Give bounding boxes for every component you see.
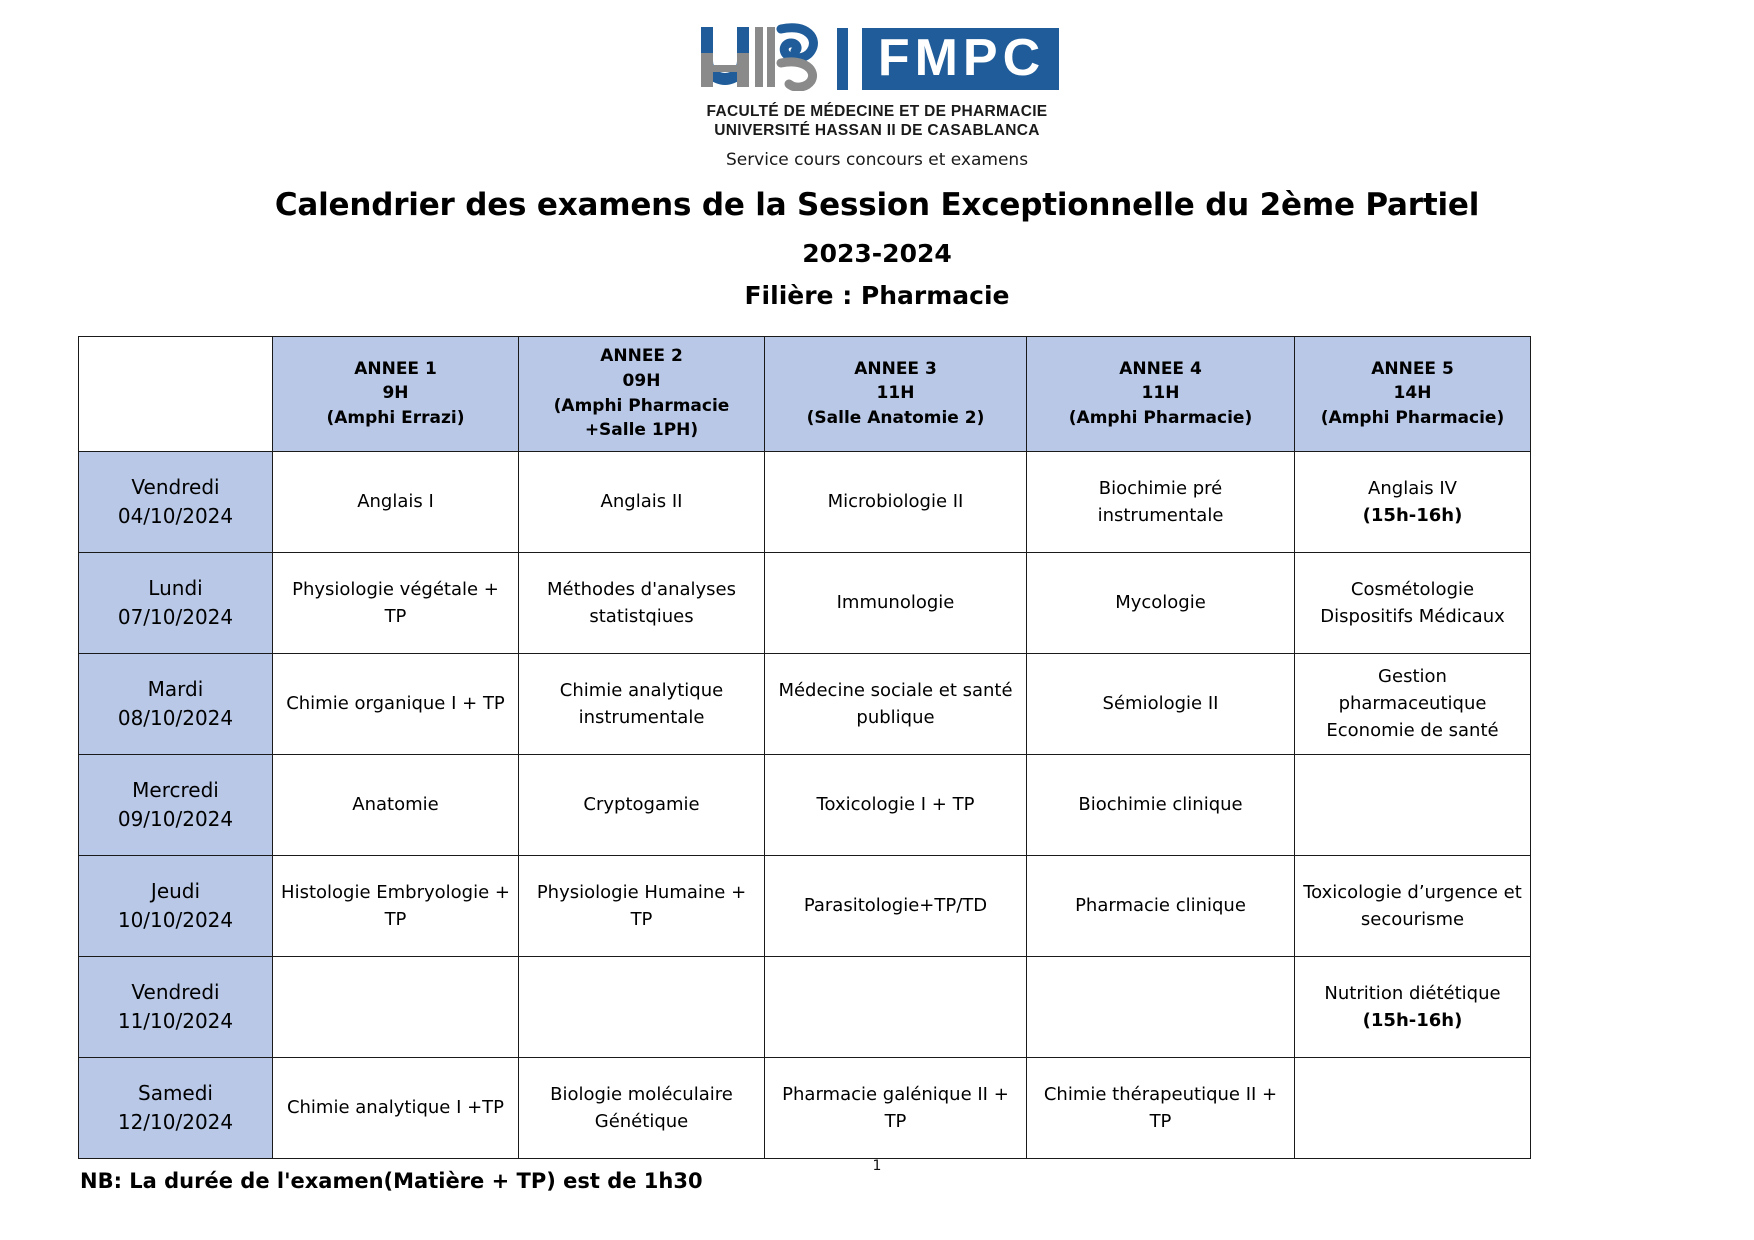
date-value: 12/10/2024 [117,1109,234,1134]
faculty-name-line2: UNIVERSITÉ HASSAN II DE CASABLANCA [714,122,1040,140]
exam-subject: Mycologie [1115,592,1206,614]
fmpc-wordmark: FMPC [862,28,1059,90]
row-date-cell [79,1057,273,1158]
exam-cell [1295,1057,1531,1158]
date-value: 11/10/2024 [117,1008,234,1033]
year-room: (Amphi Pharmacie) [1068,408,1253,429]
date-value: 10/10/2024 [117,907,234,932]
exam-cell [1027,552,1295,653]
exam-cell [273,1057,519,1158]
exam-subject: Dispositifs Médicaux [1320,605,1505,627]
schedule-table-container [0,336,1754,1159]
table-header-row [79,336,1531,451]
column-header-annee-3 [765,336,1027,451]
uh2-logo-icon [695,23,823,95]
day-name: Vendredi [131,474,220,499]
year-label: ANNEE 4 [1119,358,1202,379]
exam-subject: Parasitologie+TP/TD [803,895,988,917]
exam-cell [273,855,519,956]
year-room: (Amphi Errazi) [326,408,465,429]
year-label: ANNEE 1 [354,358,437,379]
exam-subject: Anglais II [600,491,683,513]
faculty-name-line1: FACULTÉ DE MÉDECINE ET DE PHARMACIE [706,103,1048,120]
day-name: Vendredi [131,979,220,1004]
column-header-annee-2 [519,336,765,451]
page-title: Calendrier des examens de la Session Exceptionnelle du 2ème Partiel [274,186,1480,223]
year-label: ANNEE 3 [854,358,937,379]
year-label: ANNEE 2 [600,346,683,367]
academic-year: 2023-2024 [802,238,952,268]
table-corner-cell [79,336,273,451]
page-number: 1 [872,1158,882,1174]
exam-cell [765,754,1027,855]
exam-cell [519,451,765,552]
exam-subject: Immunologie [836,592,955,614]
program-name: Filière : Pharmacie [744,280,1010,310]
exam-cell [1027,653,1295,754]
exam-cell [1295,451,1531,552]
date-value: 08/10/2024 [117,705,234,730]
exam-subject: Chimie organique I + TP [286,693,505,715]
exam-cell [765,552,1027,653]
institution-logo [0,22,1754,96]
column-header-annee-1 [273,336,519,451]
exam-cell [1295,552,1531,653]
year-room: (Amphi Pharmacie) [1320,408,1505,429]
exam-subject: Economie de santé [1326,720,1499,742]
exam-cell [273,653,519,754]
year-time: 09H [622,371,661,392]
exam-cell [1295,653,1531,754]
exam-subject: Anatomie [352,794,439,816]
exam-cell [519,552,765,653]
exam-subject: Toxicologie I + TP [816,794,975,816]
exam-subject: Gestion pharmaceutique [1338,666,1487,715]
exam-cell [765,653,1027,754]
document-header [0,0,1754,170]
column-header-annee-5 [1295,336,1531,451]
exam-subject: Pharmacie galénique II + TP [782,1083,1009,1132]
year-time: 11H [876,383,915,404]
row-date-cell [79,855,273,956]
exam-subject: Chimie thérapeutique II + TP [1043,1083,1278,1132]
exam-subject: Cryptogamie [583,794,700,816]
exam-cell [765,451,1027,552]
year-label: ANNEE 5 [1371,358,1454,379]
duration-note: NB: La durée de l'examen(Matière + TP) est de 1h30 [80,1168,703,1193]
exam-schedule-table [78,336,1531,1159]
exam-subject: Toxicologie d’urgence et secourisme [1303,881,1522,930]
exam-subject: Biologie moléculaire Génétique [550,1083,733,1132]
table-row [79,451,1531,552]
exam-cell [273,956,519,1057]
exam-subject: Médecine sociale et santé publique [778,679,1013,728]
exam-cell [1027,956,1295,1057]
table-row [79,653,1531,754]
exam-subject: Nutrition diététique [1324,982,1501,1004]
table-row [79,1057,1531,1158]
column-header-annee-4 [1027,336,1295,451]
date-value: 07/10/2024 [117,604,234,629]
exam-subject: Physiologie végétale + TP [292,578,499,627]
row-date-cell [79,451,273,552]
exam-cell [1027,1057,1295,1158]
service-line: Service cours concours et examens [725,149,1029,170]
exam-cell [1027,855,1295,956]
table-row [79,552,1531,653]
exam-cell [273,552,519,653]
day-name: Samedi [138,1080,213,1105]
exam-cell [519,1057,765,1158]
row-date-cell [79,552,273,653]
logo-divider-bar [837,28,848,90]
exam-cell [273,451,519,552]
day-name: Jeudi [150,878,201,903]
day-name: Mardi [147,676,204,701]
exam-cell [765,855,1027,956]
row-date-cell [79,754,273,855]
exam-cell [1295,855,1531,956]
exam-subject: Histologie Embryologie + TP [281,881,510,930]
row-date-cell [79,653,273,754]
exam-cell [1295,956,1531,1057]
exam-cell [1027,451,1295,552]
year-time: 9H [382,383,409,404]
schedule-table-body [79,451,1531,1158]
exam-time-note: (15h-16h) [1362,1009,1463,1031]
exam-cell [519,855,765,956]
year-room: (Amphi Pharmacie +Salle 1PH) [553,395,730,441]
exam-subject: Biochimie clinique [1078,794,1243,816]
exam-subject: Microbiologie II [827,491,964,513]
exam-cell [765,956,1027,1057]
exam-subject: Physiologie Humaine + TP [536,881,747,930]
exam-cell [519,754,765,855]
exam-subject: Pharmacie clinique [1075,895,1246,917]
exam-cell [519,653,765,754]
date-value: 04/10/2024 [117,503,234,528]
exam-cell [273,754,519,855]
exam-subject: Biochimie pré instrumentale [1097,477,1224,526]
exam-cell [519,956,765,1057]
exam-subject: Chimie analytique I +TP [286,1097,505,1119]
date-value: 09/10/2024 [117,806,234,831]
day-name: Lundi [148,575,203,600]
year-time: 14H [1393,383,1432,404]
table-row [79,754,1531,855]
exam-time-note: (15h-16h) [1362,504,1463,526]
exam-cell [765,1057,1027,1158]
exam-subject: Méthodes d'analyses statistqiues [546,578,736,627]
exam-subject: Cosmétologie [1350,578,1475,600]
table-row [79,855,1531,956]
year-room: (Salle Anatomie 2) [806,408,985,429]
exam-subject: Anglais I [357,491,434,513]
exam-cell [1295,754,1531,855]
exam-subject: Anglais IV [1368,477,1457,499]
row-date-cell [79,956,273,1057]
day-name: Mercredi [132,777,219,802]
exam-cell [1027,754,1295,855]
exam-subject: Sémiologie II [1102,693,1219,715]
year-time: 11H [1141,383,1180,404]
exam-subject: Chimie analytique instrumentale [559,679,724,728]
table-row [79,956,1531,1057]
